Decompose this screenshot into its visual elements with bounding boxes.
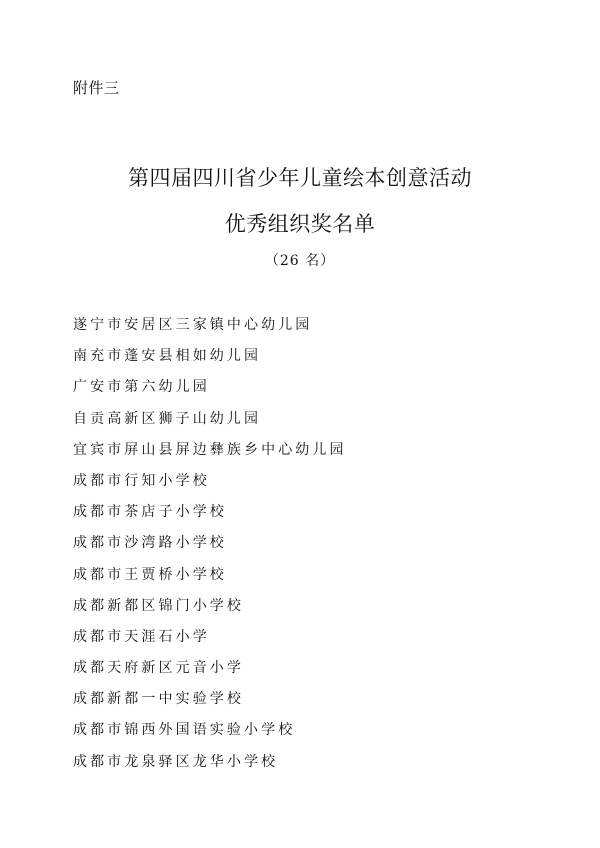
document-title-line-2: 优秀组织奖名单: [224, 212, 376, 236]
list-item: 成都市天涯石小学: [73, 628, 210, 645]
list-item: 遂宁市安居区三家镇中心幼儿园: [73, 317, 313, 333]
list-item: 成都市行知小学校: [73, 472, 210, 489]
list-item: 成都市龙泉驿区龙华小学校: [73, 753, 279, 770]
list-item: 成都新都一中实验学校: [73, 691, 244, 708]
list-item: 成都市茶店子小学校: [73, 504, 227, 521]
list-item: 广安市第六幼儿园: [73, 379, 210, 396]
list-item: 自贡高新区狮子山幼儿园: [73, 410, 262, 427]
attachment-label: 附件三: [73, 79, 120, 97]
list-item: 成都市王贾桥小学校: [73, 566, 227, 583]
list-item: 成都天府新区元音小学: [73, 660, 244, 677]
list-item: 南充市蓬安县相如幼儿园: [73, 348, 262, 365]
list-item: 宜宾市屏山县屏边彝族乡中心幼儿园: [73, 441, 347, 458]
list-item: 成都市锦西外国语实验小学校: [73, 722, 296, 739]
list-item: 成都新都区锦门小学校: [73, 597, 244, 614]
list-item: 成都市沙湾路小学校: [73, 535, 227, 552]
award-count-note: （26 名）: [264, 253, 336, 269]
organization-list: [73, 312, 347, 780]
document-title-line-1: 第四届四川省少年儿童绘本创意活动: [128, 166, 472, 190]
